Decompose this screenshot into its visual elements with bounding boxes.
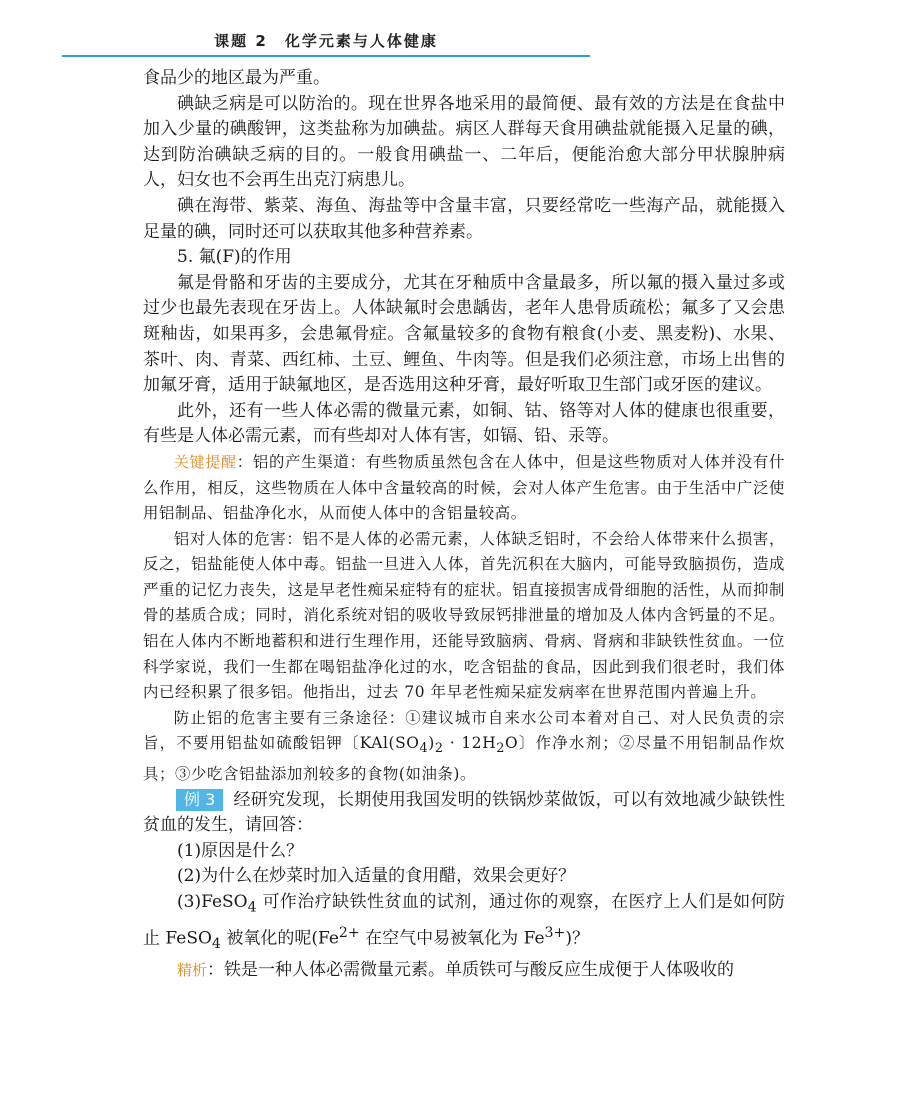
superscript: 2+ xyxy=(338,925,360,942)
subscript: 4 xyxy=(419,741,429,757)
text-run: O〕作净水剂；②尽量不用铝制品作炊具；③少吃含铝盐添加剂较多的食物(如油条)。 xyxy=(143,734,785,784)
paragraph: 铝对人体的危害：铝不是人体的必需元素，人体缺乏铝时，不会给人体带来什么损害，反之，铝盐能使人体中毒。铝盐一旦进入人体，首先沉积在大脑内，可能导致脑损伤，造成严重的记忆力丧失，这是早老性痴呆症特有的症状。铝直接损害成骨细胞的活性，从而抑制骨的基质合成；同时，消化系统对铝的吸收导致尿钙排泄量的增加及人体内含钙量的不足。铝在人体内不断地蓄积和进行生理作用，还能导致脑病、骨病、肾病和非缺铁性贫血。一位科学家说，我们一生都在喝铝盐净化过的水，吃含铝盐的食品，因此到我们很老时，我们体内已经积累了很多铝。他指出，过去 70 年早老性痴呆症发病率在世界范围内普遍上升。 xyxy=(143,529,785,702)
analysis-text: ：铁是一种人体必需微量元素。单质铁可与酸反应生成便于人体吸收的 xyxy=(207,959,735,980)
question-item xyxy=(143,890,785,958)
text-run: (3)FeSO xyxy=(177,892,248,913)
question-item: (2)为什么在炒菜时加入适量的食用醋，效果会更好？ xyxy=(177,866,576,887)
paragraph xyxy=(143,706,785,788)
analysis-label: 精析 xyxy=(177,960,208,979)
section-heading: 5. 氟(F)的作用 xyxy=(177,247,292,268)
subscript: 2 xyxy=(434,741,444,757)
text-run: · 12H xyxy=(443,734,497,753)
paragraph: 碘缺乏病是可以防治的。现在世界各地采用的最简便、最有效的方法是在食盐中加入少量的碘酸钾，这类盐称为加碘盐。病区人群每天食用碘盐就能摄入足量的碘，达到防治碘缺乏病的目的。一般食用碘盐一、二年后，便能治愈大部分甲状腺肿病人，妇女也不会再生出克汀病患儿。 xyxy=(143,93,785,191)
example-question xyxy=(143,788,785,839)
subscript: 4 xyxy=(247,899,257,916)
text-run: )？ xyxy=(565,928,590,949)
example-text: 经研究发现，长期使用我国发明的铁锅炒菜做饭，可以有效地减少缺铁性贫血的发生，请回答： xyxy=(143,789,785,836)
paragraph: 碘在海带、紫菜、海鱼、海盐等中含量丰富，只要经常吃一些海产品，就能摄入足量的碘，同时还可以获取其他多种营养素。 xyxy=(143,195,785,242)
key-tip xyxy=(143,450,785,527)
key-tip-text: ：铝的产生渠道：有些物质虽然包含在人体中，但是这些物质对人体并没有什么作用，相反，这些物质在人体中含量较高的时候，会对人体产生危害。由于生活中广泛使用铝制品、铝盐净化水，从而使人体中的含铝量较高。 xyxy=(143,452,785,523)
example-label: 例 3 xyxy=(176,789,223,811)
paragraph: 氟是骨骼和牙齿的主要成分，尤其在牙釉质中含量最多，所以氟的摄入量过多或过少也最先表现在牙齿上。人体缺氟时会患龋齿，老年人患骨质疏松；氟多了又会患斑釉齿，如果再多，会患氟骨症。含氟量较多的食物有粮食(小麦、黑麦粉)、水果、茶叶、肉、青菜、西红柿、土豆、鲤鱼、牛肉等。但是我们必须注意，市场上出售的加氟牙膏，适用于缺氟地区，是否选用这种牙膏，最好听取卫生部门或牙医的建议。 xyxy=(143,272,785,396)
key-tip-label: 关键提醒 xyxy=(173,452,237,471)
paragraph: 食品少的地区最为严重。 xyxy=(143,68,330,88)
text-run: 在空气中易被氧化为 Fe xyxy=(359,928,545,949)
analysis xyxy=(143,958,785,984)
question-item: (1)原因是什么？ xyxy=(177,840,304,861)
subscript: 2 xyxy=(496,741,505,757)
subscript: 4 xyxy=(211,936,221,953)
text-run: 被氧化的呢(Fe xyxy=(220,928,339,949)
text-run: 防止铝的危害主要有三条途径：①建议城市自来水公司本着对自己、对人民负责的宗旨，不要用铝盐如硫酸铝钾〔KAl(SO xyxy=(143,708,785,753)
paragraph: 此外，还有一些人体必需的微量元素，如铜、钴、铬等对人体的健康也很重要，有些是人体必需元素，而有些却对人体有害，如镉、铅、汞等。 xyxy=(143,400,785,447)
header-rule xyxy=(62,55,590,57)
text-run: ) xyxy=(428,734,435,753)
text-run: 可作治疗缺铁性贫血的试剂，通过你的观察，在医疗上人们是如何防止 FeSO xyxy=(143,892,785,949)
page-header: 课题 2 化学元素与人体健康 xyxy=(214,32,438,50)
page-body xyxy=(143,66,785,983)
superscript: 3+ xyxy=(544,925,566,942)
